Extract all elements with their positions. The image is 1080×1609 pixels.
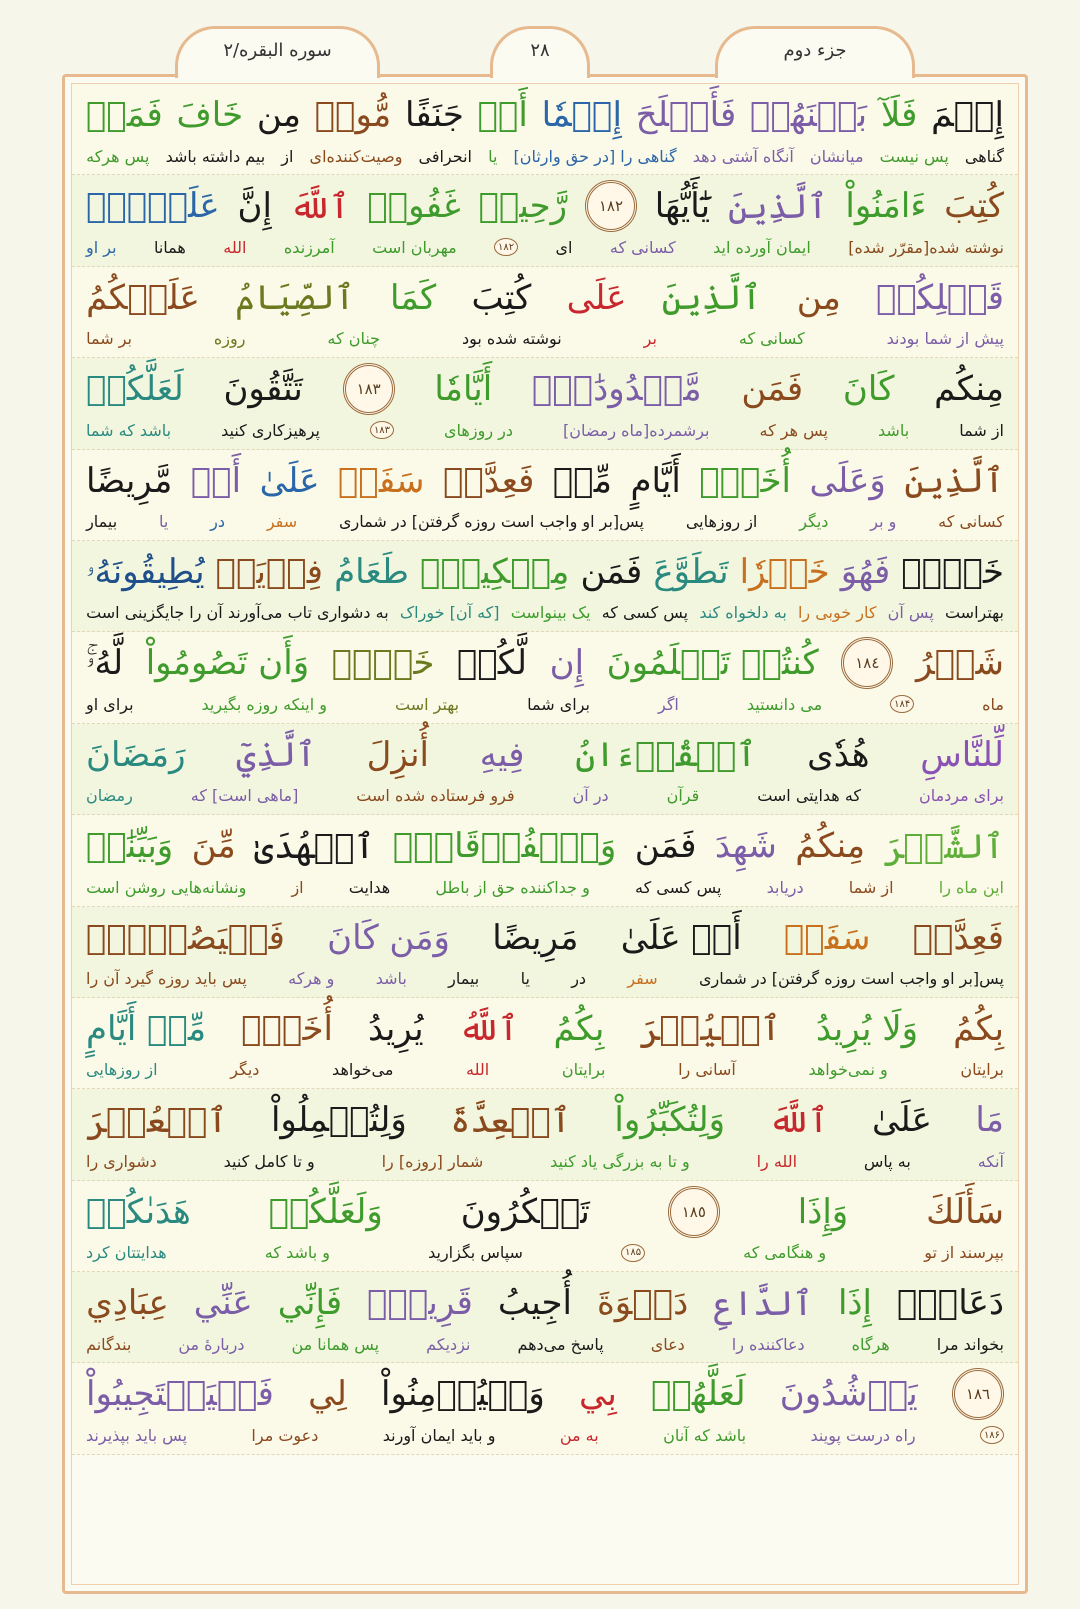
translation-word: و باشد که (264, 1243, 331, 1263)
translation-word: نوشته شده بود (461, 329, 562, 349)
translation-word: به دشواری تاب می‌آورند آن را جایگزینی است (86, 603, 389, 623)
persian-translation (86, 873, 1004, 901)
persian-translation (86, 599, 1004, 627)
ayah-number-badge: ١٨٣ (343, 363, 395, 415)
arabic-word: ٱلۡعُسۡرَ (86, 1100, 228, 1141)
translation-word: پس کسی که (635, 877, 722, 897)
arabic-word: فَمَن (580, 551, 643, 592)
translation-word: می‌خواهد (332, 1060, 394, 1080)
translation-word: در روزهای (444, 420, 513, 440)
arabic-word: خَيۡرٞ (901, 551, 1004, 592)
arabic-word: مِن (796, 277, 841, 318)
arabic-word: سَفَرٖ (783, 917, 871, 958)
arabic-word: فَلۡيَسۡتَجِيبُواْ (86, 1374, 274, 1415)
arabic-word: وَلۡيُؤۡمِنُواْ (381, 1374, 545, 1415)
arabic-word: فَهُوَ (840, 551, 891, 592)
ayah-number-small: ۱۸۵ (621, 1244, 645, 1262)
verse-line (72, 724, 1018, 815)
translation-word: روزه (213, 329, 246, 349)
arabic-word: ٱلۡيُسۡرَ (639, 1009, 781, 1050)
arabic-word: دَعۡوَةَ (596, 1283, 689, 1324)
translation-word: در آن (572, 786, 609, 806)
translation-word: پس هر که (759, 420, 828, 440)
translation-word: و هنگامی که (743, 1243, 827, 1263)
arabic-word: يُطِيقُونَهُۥ (86, 551, 205, 592)
arabic-word: قَرِيبٌۖ (367, 1283, 473, 1324)
translation-word: آسانی را (678, 1060, 736, 1080)
translation-word: انحرافی (418, 146, 472, 166)
arabic-word: عِبَادِي (86, 1283, 169, 1324)
arabic-word: أَيَّامٍ (630, 460, 681, 501)
arabic-word: عَنِّي (193, 1283, 253, 1324)
translation-word: یا (520, 969, 530, 989)
arabic-word: أُخَرَۗ (241, 1008, 333, 1049)
translation-word: بپرسند از تو (924, 1243, 1004, 1263)
arabic-word: كُنتُمۡ تَعۡلَمُونَ (606, 643, 819, 684)
translation-word: بخواند مرا (936, 1334, 1004, 1354)
translation-word: گناهی (964, 146, 1004, 166)
translation-word: و اینکه روزه بگیرید (201, 694, 328, 714)
arabic-word: كَانَ (842, 369, 895, 410)
arabic-word: ٱلَّذِينَ (661, 278, 762, 319)
arabic-word: قَبۡلِكُمۡ (876, 277, 1004, 318)
translation-word: دشواری را (86, 1151, 157, 1171)
arabic-word: وَأَن تَصُومُواْ (145, 643, 310, 684)
translation-word: دیگر (230, 1060, 260, 1080)
arabic-text (86, 271, 1004, 325)
translation-word: گناهی را [در حق وارثان] (513, 146, 677, 166)
arabic-word: إِثۡمٗا (541, 95, 622, 135)
arabic-text (86, 636, 1004, 690)
translation-word: باشد (878, 420, 910, 440)
translation-word: یا (159, 512, 169, 532)
translation-word: ونشانه‌هایی روشن است (86, 877, 247, 897)
arabic-word: كُتِبَ (471, 277, 532, 318)
arabic-word: يَٰٓأَيُّهَا (654, 186, 711, 227)
persian-translation (86, 1056, 1004, 1084)
arabic-word: سَفَرٖ (338, 460, 425, 501)
translation-word: برایتان (960, 1060, 1004, 1080)
arabic-word: كَمَا (389, 277, 437, 318)
arabic-word: إِذَا (837, 1283, 872, 1324)
arabic-word: مِسۡكِينٖۖ (420, 551, 570, 592)
arabic-word: وَٱلۡفُرۡقَانِۚ (392, 826, 617, 867)
arabic-word: يُرِيدُ (368, 1008, 424, 1049)
translation-word: [که آن] خوراک (399, 603, 500, 623)
arabic-word: لَّهُۥۚ (86, 643, 124, 684)
arabic-word: فَمَن (634, 826, 697, 867)
translation-word: برای شما (527, 694, 590, 714)
arabic-word: مُّوصٖ (314, 95, 392, 135)
verse-line (72, 541, 1018, 632)
translation-word: و باید ایمان آورند (382, 1425, 496, 1445)
arabic-word: ٱلدَّاعِ (713, 1283, 813, 1324)
page-header (0, 0, 1080, 90)
translation-word: همانا (153, 237, 186, 257)
arabic-text (86, 454, 1004, 508)
translation-word: از (281, 146, 294, 166)
persian-translation (86, 325, 1004, 353)
persian-translation (86, 142, 1004, 170)
translation-word: نزدیکم (426, 1334, 471, 1354)
arabic-word: خَيۡرٗا (739, 551, 830, 592)
arabic-text (86, 728, 1004, 782)
verse-line (72, 175, 1018, 266)
translation-word: راه درست پویند (810, 1425, 916, 1445)
translation-word: آنکه (977, 1151, 1004, 1171)
arabic-word: مَّعۡدُودَٰتٖۚ (531, 369, 702, 410)
arabic-word: ٱللَّهَ (289, 186, 350, 227)
persian-translation (86, 233, 1004, 261)
arabic-word: هَدَىٰكُمۡ (86, 1191, 191, 1232)
arabic-word: أَوۡ (477, 95, 528, 135)
translation-word: بر شما (86, 329, 132, 349)
arabic-word: ءَامَنُواْ (845, 186, 927, 227)
translation-word: بر (643, 329, 657, 349)
translation-word: پس هرکه (86, 146, 150, 166)
arabic-word: فِيهِ (479, 734, 525, 775)
translation-word: پرهیزکاری کنید (221, 420, 320, 440)
translation-word: آنگاه آشتی دهد (692, 146, 794, 166)
arabic-text (86, 545, 1004, 599)
translation-word: کسانی که (738, 329, 805, 349)
translation-word: این ماه را (938, 877, 1004, 897)
arabic-word: عَلَيۡهِۚ (86, 186, 220, 227)
translation-word: هدایت (348, 877, 391, 897)
translation-word: بیم داشته باشد (165, 146, 266, 166)
translation-word: چنان که (327, 329, 381, 349)
persian-translation (86, 690, 1004, 718)
arabic-word: مَا (975, 1100, 1004, 1141)
arabic-text (86, 1093, 1004, 1147)
translation-word: و تا به بزرگی یاد کنید (550, 1151, 690, 1171)
translation-word: دعاکننده را (731, 1334, 805, 1354)
arabic-word: وَلَعَلَّكُمۡ (268, 1191, 383, 1232)
arabic-word: مِنكُمُ (795, 826, 866, 867)
persian-translation (86, 1421, 1004, 1449)
ayah-number-small: ۱۸۲ (494, 238, 518, 256)
translation-word: الله (466, 1060, 490, 1080)
translation-word: نوشته شده[مقرّر شده] (848, 237, 1004, 257)
arabic-text (86, 88, 1004, 142)
translation-word: از شما (848, 877, 894, 897)
persian-translation (86, 508, 1004, 536)
arabic-word: ٱلۡعِدَّةَ (450, 1100, 571, 1141)
translation-word: و تا کامل کنید (223, 1151, 315, 1171)
translation-word: و نمی‌خواهد (808, 1060, 888, 1080)
translation-word: به پاس (863, 1151, 911, 1171)
persian-translation (86, 1330, 1004, 1358)
verse-line (72, 1363, 1018, 1454)
translation-word: و هرکه (288, 969, 335, 989)
translation-word: دریابد (766, 877, 804, 897)
arabic-word: مَّرِيضًا (86, 460, 173, 501)
translation-word: باشد که شما (86, 420, 172, 440)
arabic-word: مِنكُم (934, 369, 1004, 410)
arabic-word: فَإِنِّي (277, 1283, 343, 1324)
arabic-word: تَشۡكُرُونَ (460, 1191, 590, 1232)
translation-word: پس نیست (879, 146, 949, 166)
translation-word: بر او (86, 237, 117, 257)
arabic-word: أُنزِلَ (366, 734, 429, 775)
ayah-number-badge: ١٨٤ (841, 637, 893, 689)
ayah-number-badge: ١٨٦ (952, 1368, 1004, 1420)
translation-word: پس آن (887, 603, 934, 623)
arabic-word: طَعَامُ (334, 551, 409, 592)
translation-word: بیمار (448, 969, 480, 989)
translation-word: کسانی که (609, 237, 676, 257)
translation-word: از (291, 877, 304, 897)
arabic-text (86, 362, 1004, 416)
ayah-number-small: ۱۸۳ (370, 421, 394, 439)
arabic-word: رَّحِيمٞ (478, 186, 568, 227)
translation-word: بیمار (86, 512, 118, 532)
ayah-number-small: ۱۸۶ (980, 1426, 1004, 1444)
translation-word: پس باید بپذیرند (86, 1425, 188, 1445)
arabic-word: بِي (579, 1374, 617, 1415)
arabic-word: لَعَلَّكُمۡ (86, 369, 184, 410)
translation-word: دیگر (799, 512, 829, 532)
arabic-word: تَتَّقُونَ (223, 369, 303, 410)
translation-word: وصیت‌کننده‌ای (309, 146, 403, 166)
translation-word: می دانستید (746, 694, 823, 714)
arabic-word: خَيۡرٞ (331, 643, 435, 684)
verse-lines (72, 84, 1018, 1455)
arabic-text (86, 179, 1004, 233)
translation-word: کسانی که (938, 512, 1004, 532)
translation-word: پس[بر او واجب است روزه گرفتن] در شماری (698, 969, 1004, 989)
translation-word: مهربان است (372, 237, 457, 257)
translation-word: باشد (375, 969, 407, 989)
arabic-word: كُتِبَ (944, 186, 1004, 227)
arabic-text (86, 911, 1004, 965)
arabic-word: إِثۡمَ (931, 95, 1004, 135)
translation-word: قرآن (666, 786, 700, 806)
arabic-word: دَعَانِۖ (897, 1283, 1004, 1324)
verse-line (72, 1181, 1018, 1272)
arabic-word: مِّنَ (191, 826, 236, 867)
arabic-word: شَهۡرُ (915, 643, 1004, 684)
arabic-word: فَمَن (741, 369, 804, 410)
verse-line (72, 998, 1018, 1089)
translation-word: دعوت مرا (251, 1425, 319, 1445)
arabic-text (86, 1002, 1004, 1056)
translation-word: رمضان (86, 786, 133, 806)
verse-line (72, 632, 1018, 723)
arabic-word: غَفُورٞ (367, 186, 461, 227)
verse-line (72, 1089, 1018, 1180)
translation-word: برای مردمان (918, 786, 1004, 806)
translation-word: آمرزنده (283, 237, 335, 257)
translation-word: پاسخ می‌دهم (517, 1334, 604, 1354)
translation-word: اگر (657, 694, 679, 714)
translation-word: فرو فرستاده شده است (356, 786, 515, 806)
translation-word: سپاس بگزارید (428, 1243, 523, 1263)
ayah-number-badge: ١٨٢ (585, 180, 637, 232)
translation-word: شمار [روزه] را (381, 1151, 484, 1171)
persian-translation (86, 782, 1004, 810)
arabic-text (86, 819, 1004, 873)
translation-word: سفر (266, 512, 298, 532)
arabic-word: بَيۡنَهُمۡ (750, 95, 868, 135)
arabic-word: فَعِدَّةٞ (443, 460, 535, 501)
verse-line (72, 84, 1018, 175)
arabic-word: جَنَفًا (405, 95, 464, 135)
translation-word: پیش از شما بودند (886, 329, 1004, 349)
translation-word: و بر (870, 512, 897, 532)
translation-word: پس[بر او واجب است روزه گرفتن] در شماری (338, 512, 645, 532)
translation-word: یک بینواست (510, 603, 591, 623)
translation-word: از روزهایی (685, 512, 758, 532)
translation-word: بهتراست (944, 603, 1004, 623)
verse-line (72, 450, 1018, 541)
arabic-word: ٱللَّهَ (768, 1100, 829, 1141)
verse-line (72, 907, 1018, 998)
arabic-word: فِدۡيَةٞ (215, 551, 324, 592)
translation-word: برایتان (561, 1060, 606, 1080)
translation-word: و جداکننده حق از باطل (435, 877, 590, 897)
translation-word: در (571, 969, 587, 989)
verse-line (72, 815, 1018, 906)
arabic-word: ٱلۡهُدَىٰ (254, 826, 375, 867)
arabic-word: وَلِتُكَبِّرُواْ (614, 1100, 726, 1141)
arabic-word: شَهِدَ (714, 826, 777, 867)
arabic-word: مِّنۡ أَيَّامٍ (86, 1008, 207, 1049)
arabic-word: مَرِيضًا (492, 917, 579, 958)
arabic-word: فَلَآ (880, 95, 918, 135)
arabic-word: أُجِيبُ (497, 1283, 572, 1324)
arabic-word: وَلِتُكۡمِلُواْ (270, 1100, 407, 1141)
translation-word: از شما (959, 420, 1004, 440)
translation-word: کار خوبی را (797, 603, 877, 623)
arabic-word: إِن (549, 643, 585, 684)
arabic-word: مِّنۡ (552, 460, 612, 501)
juz-label: جزء دوم (715, 26, 915, 78)
arabic-word: يَرۡشُدُونَ (779, 1374, 918, 1415)
translation-word: از روزهایی (86, 1060, 158, 1080)
arabic-word: رَمَضَانَ (86, 734, 186, 775)
arabic-word: هُدٗى (807, 734, 870, 775)
translation-word: ایمان آورده اید (713, 237, 811, 257)
arabic-word: فَلۡيَصُمۡهُۖ (86, 917, 285, 958)
translation-word: برشمرده[ماه رمضان] (563, 420, 710, 440)
translation-word: الله را (756, 1151, 798, 1171)
arabic-word: ٱلصِّيَامُ (235, 278, 355, 319)
arabic-text (86, 1185, 1004, 1239)
arabic-word: خَافَ (176, 95, 244, 135)
translation-word: بندگانم (86, 1334, 132, 1354)
arabic-word: ٱلَّذِينَ (727, 186, 828, 227)
translation-word: که هدایتی است (757, 786, 862, 806)
arabic-word: وَإِذَا (797, 1191, 849, 1232)
translation-word: برای او (86, 694, 134, 714)
translation-word: پس کسی که (601, 603, 689, 623)
persian-translation (86, 965, 1004, 993)
translation-word: هدایتتان کرد (86, 1243, 167, 1263)
arabic-word: ٱلۡقُرۡءَانُ (575, 735, 757, 776)
persian-translation (86, 1147, 1004, 1175)
translation-word: باشد که آنان (663, 1425, 747, 1445)
arabic-word: لِّلنَّاسِ (920, 734, 1004, 775)
arabic-word: مِن (256, 95, 301, 135)
arabic-word: عَلَىٰ (259, 460, 320, 501)
arabic-word: ٱلَّذِينَ (904, 461, 1004, 502)
persian-translation (86, 416, 1004, 444)
arabic-word: عَلَيۡكُمُ (86, 277, 200, 318)
arabic-word: ٱلشَّهۡرَ (883, 826, 1004, 867)
arabic-word: أُخَرَۚ (699, 460, 792, 501)
arabic-word: لِي (308, 1374, 347, 1415)
surah-label: سوره البقره/۲ (175, 26, 380, 78)
verse-line (72, 267, 1018, 358)
translation-word: پس باید روزه گیرد آن را (86, 969, 247, 989)
ayah-number-badge: ١٨٥ (668, 1186, 720, 1238)
verse-line (72, 1272, 1018, 1363)
translation-word: دعای (650, 1334, 685, 1354)
arabic-word: وَلَا يُرِيدُ (815, 1008, 919, 1049)
translation-word: هرگاه (851, 1334, 890, 1354)
page-number: ۲۸ (490, 26, 590, 78)
arabic-word: تَطَوَّعَ (653, 551, 729, 592)
translation-word: پس همانا من (291, 1334, 380, 1354)
arabic-word: فَأَصۡلَحَ (635, 95, 737, 135)
translation-word: به دلخواه کند (699, 603, 787, 623)
arabic-word: إِنَّ (237, 186, 272, 227)
translation-word: میانشان (809, 146, 864, 166)
arabic-word: أَيَّامٗا (434, 369, 493, 410)
arabic-word: عَلَىٰ (871, 1100, 932, 1141)
arabic-word: فَعِدَّةٞ (912, 917, 1004, 958)
translation-word: در (210, 512, 226, 532)
arabic-word: بِكُمُ (953, 1008, 1004, 1049)
persian-translation (86, 1239, 1004, 1267)
translation-word: سفر (627, 969, 658, 989)
translation-word: الله (223, 237, 247, 257)
arabic-text (86, 1367, 1004, 1421)
translation-word: ای (555, 237, 573, 257)
arabic-word: أَوۡ (190, 460, 242, 501)
arabic-word: لَّكُمۡ (457, 643, 527, 684)
arabic-word: ٱلَّذِيٓ (236, 735, 316, 776)
arabic-word: وَعَلَى (809, 460, 886, 501)
arabic-word: عَلَى (566, 277, 627, 318)
translation-word: دربارهٔ من (178, 1334, 245, 1354)
arabic-word: وَمَن كَانَ (327, 917, 450, 958)
arabic-word: أَوۡ عَلَىٰ (620, 917, 742, 958)
translation-word: یا (488, 146, 498, 166)
translation-word: به من (559, 1425, 599, 1445)
arabic-word: وَبَيِّنَٰتٖ (86, 826, 174, 867)
arabic-word: فَمَنۡ (86, 95, 163, 135)
arabic-text (86, 1276, 1004, 1330)
translation-word: ماه (982, 694, 1004, 714)
ayah-number-small: ۱۸۴ (890, 695, 914, 713)
verse-line (72, 358, 1018, 449)
translation-word: بهتر است (395, 694, 460, 714)
arabic-word: ٱللَّهُ (458, 1009, 519, 1050)
arabic-word: لَعَلَّهُمۡ (651, 1374, 746, 1415)
arabic-word: سَأَلَكَ (926, 1191, 1004, 1232)
translation-word: [ماهی است] که (190, 786, 299, 806)
arabic-word: بِكُمُ (553, 1008, 605, 1049)
